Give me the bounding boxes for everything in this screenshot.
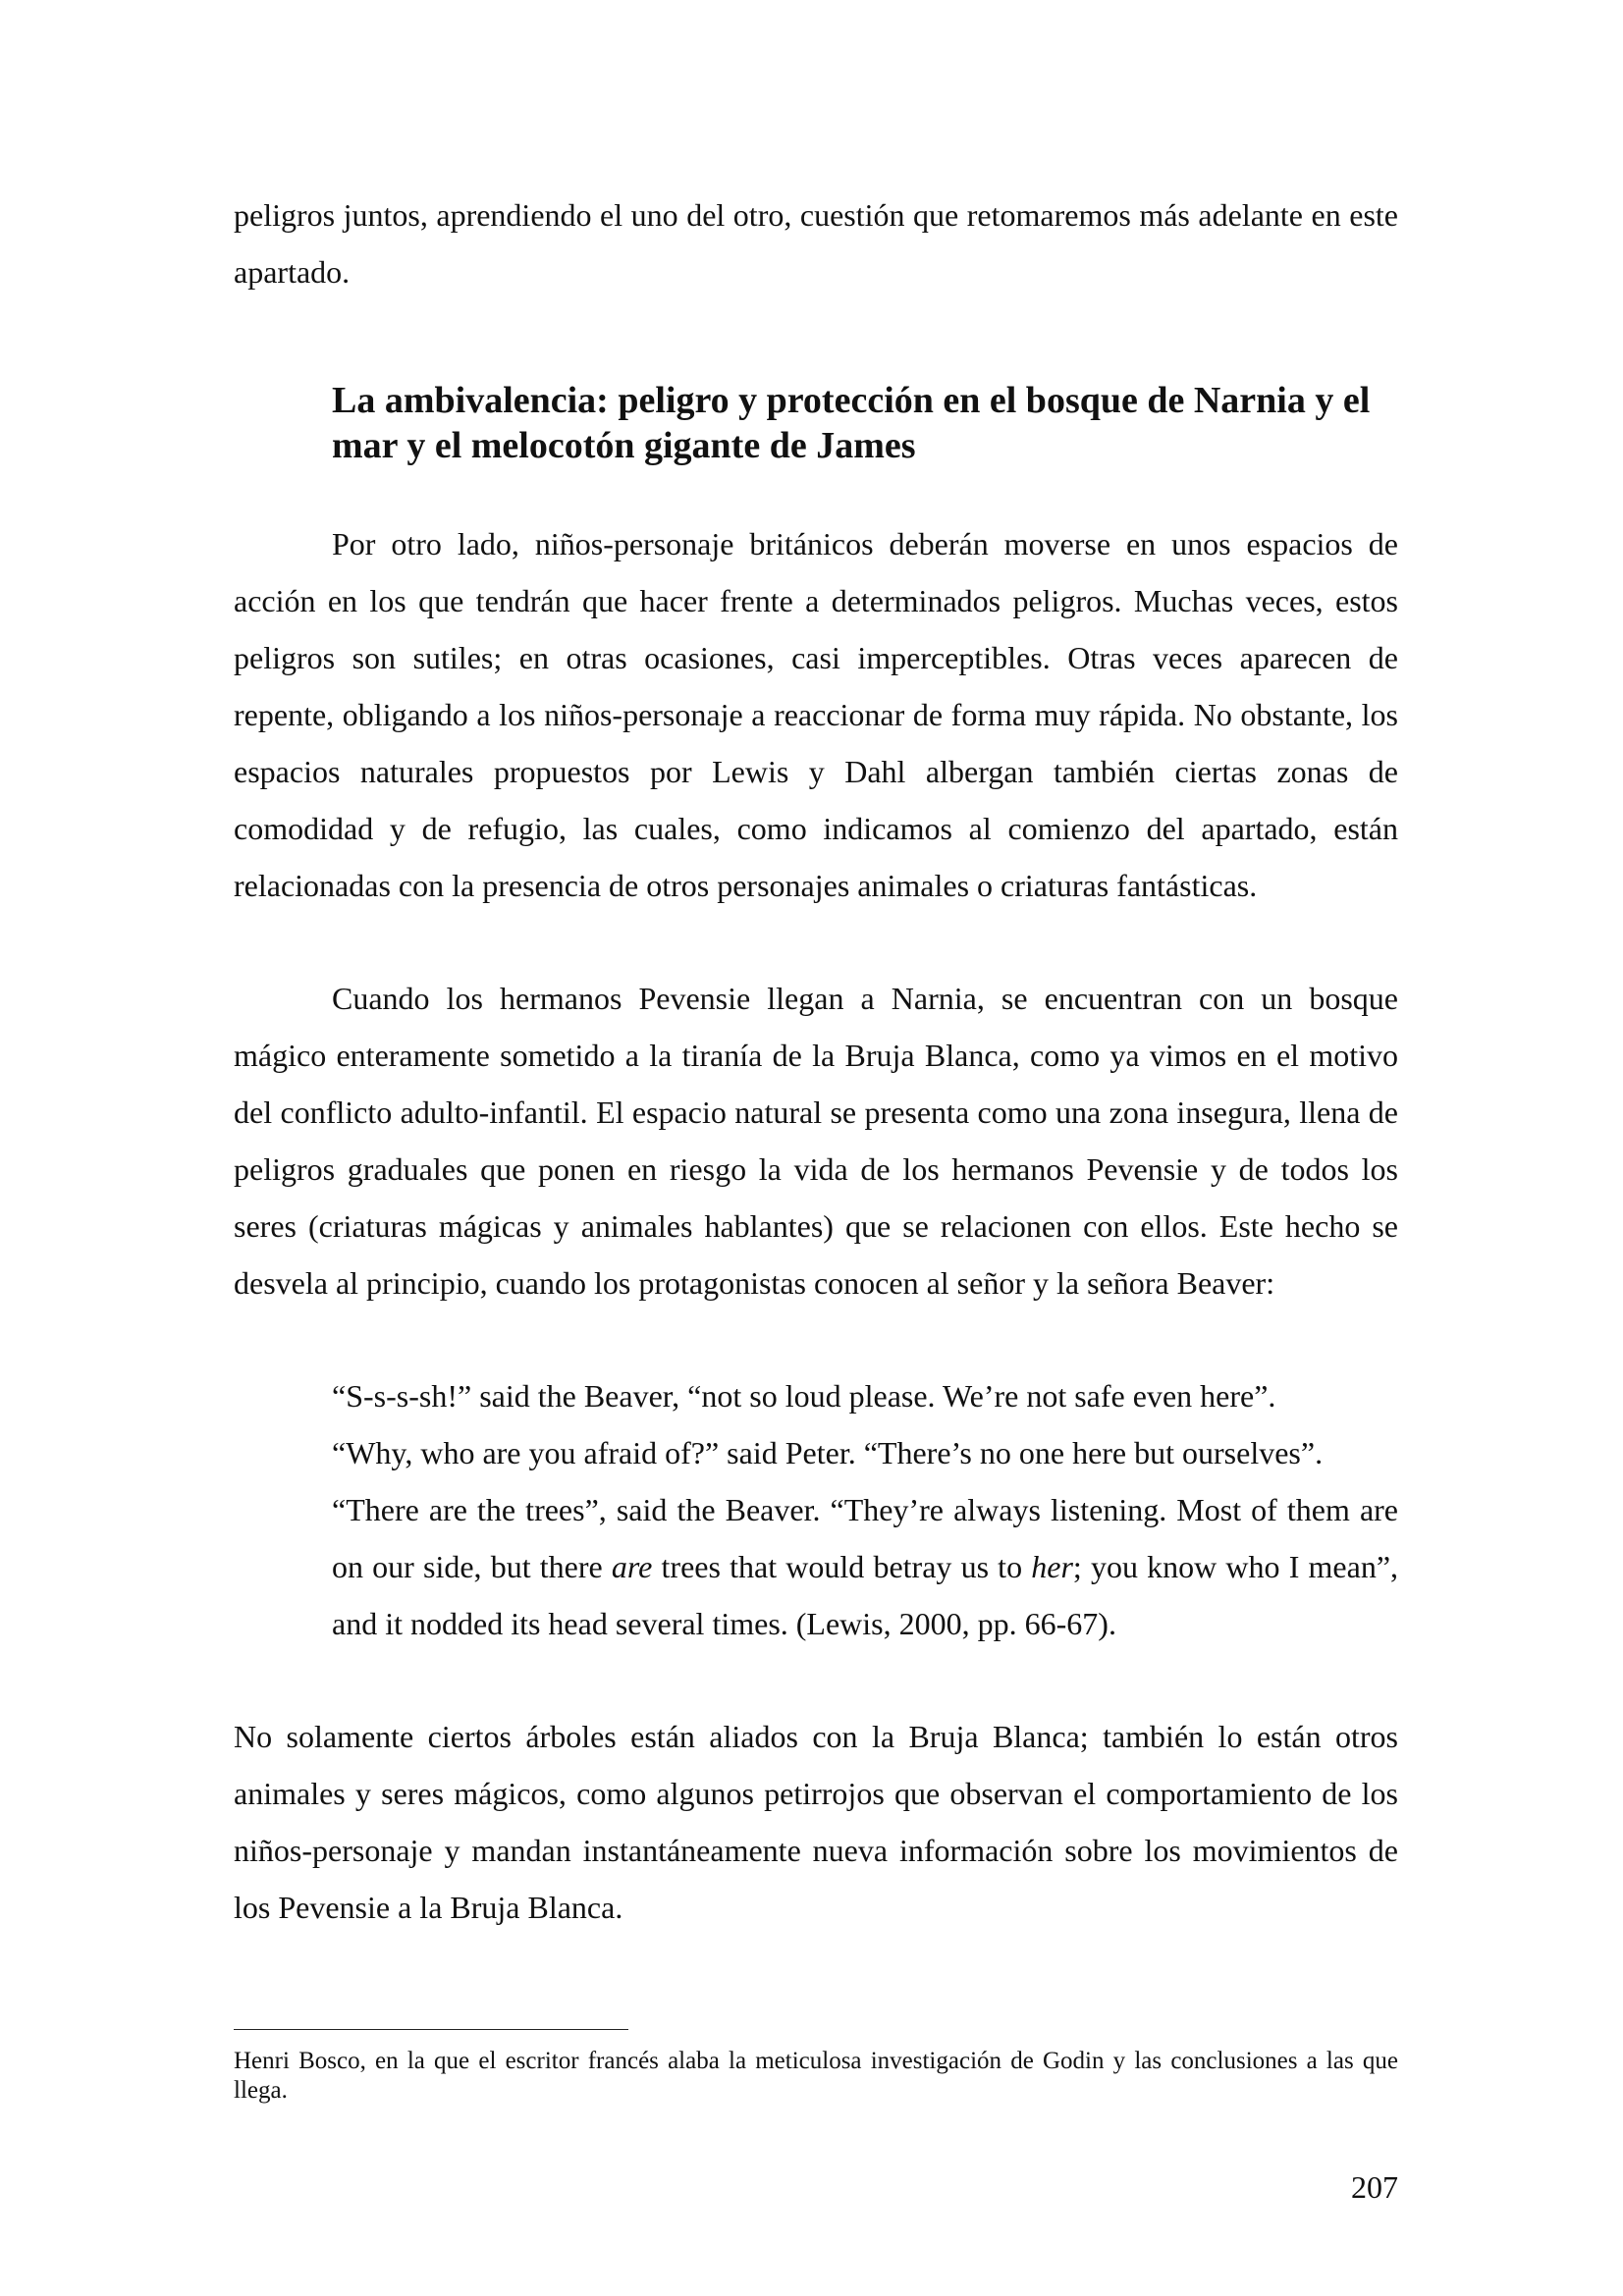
quote-line-3 (332, 1481, 1398, 1652)
body-paragraph-1: Por otro lado, niños-personaje británicos deberán moverse en unos espacios de acción en los que tendrán que hacer frente a determinados peligros. Muchas veces, estos peligros son sutiles; en otras ocasiones, casi imperceptibles. Otras veces aparecen de repente, obligando a los niños-personaje a reaccionar de forma muy rápida. No obstante, los espacios naturales propuestos por Lewis y Dahl albergan también ciertas zonas de comodidad y de refugio, las cuales, como indicamos al comienzo del apartado, están relacionadas con la presencia de otros personajes animales o criaturas fantásticas. (234, 526, 1398, 903)
page-number: 207 (1351, 2169, 1398, 2205)
footnote-text: Henri Bosco, en la que el escritor francés alaba la meticulosa investigación de Godin y las conclusiones a las que llega. (234, 2048, 1398, 2104)
body-paragraph-3: No solamente ciertos árboles están aliados con la Bruja Blanca; también lo están otros animales y seres mágicos, como algunos petirrojos que observan el comportamiento de los niños-personaje y mandan instantáneamente nueva información sobre los movimientos de los Pevensie a la Bruja Blanca. (234, 1719, 1398, 1925)
quote-text-segment: ; you know who I mean”, and it nodded its head several times. (Lewis, 2000, pp. 66-67). (332, 1549, 1399, 1641)
quote-line-1: “S-s-s-sh!” said the Beaver, “not so loud please. We’re not safe even here”. (332, 1378, 1276, 1414)
quote-emphasis-are: are (611, 1549, 653, 1584)
intro-paragraph: peligros juntos, aprendiendo el uno del otro, cuestión que retomaremos más adelante en este apartado. (234, 197, 1398, 290)
quote-line-2: “Why, who are you afraid of?” said Peter. “There’s no one here but ourselves”. (332, 1435, 1324, 1470)
quote-text-segment: “There are the trees”, said the Beaver. “They’re always listening. Most of them are on our side, but there (332, 1492, 1398, 1584)
quote-emphasis-her: her (1031, 1549, 1073, 1584)
footnote-separator (234, 2029, 628, 2030)
body-paragraph-2: Cuando los hermanos Pevensie llegan a Narnia, se encuentran con un bosque mágico enteramente sometido a la tiranía de la Bruja Blanca, como ya vimos en el motivo del conflicto adulto-infantil. El espacio natural se presenta como una zona insegura, llena de peligros graduales que ponen en riesgo la vida de los hermanos Pevensie y de todos los seres (criaturas mágicas y animales hablantes) que se relacionen con ellos. Este hecho se desvela al principio, cuando los protagonistas conocen al señor y la señora Beaver: (234, 981, 1398, 1301)
block-quote (332, 1367, 1398, 1652)
quote-text-segment: trees that would betray us to (652, 1549, 1032, 1584)
section-heading: La ambivalencia: peligro y protección en el bosque de Narnia y el mar y el melocotón gigante de James (332, 380, 1371, 466)
